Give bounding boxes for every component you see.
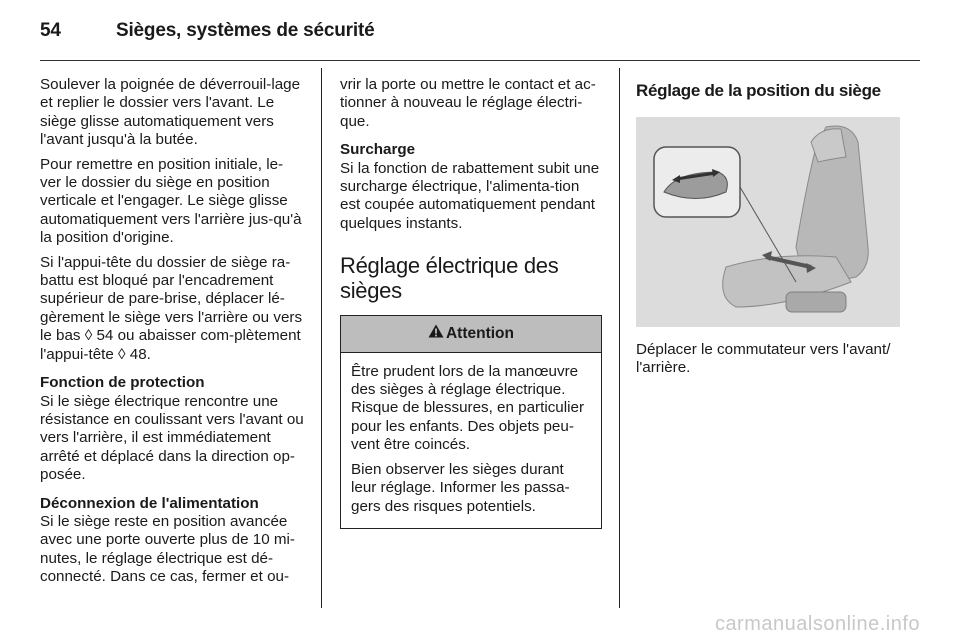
paragraph: Si le siège reste en position avancée avec une porte ouverte plus de 10 mi-nutes, le réglage électrique est dé-connecté. Dans ce cas, fermer et ou- (40, 512, 295, 586)
paragraph: Si l'appui-tête du dossier de siège ra-battu est bloqué par l'encadrement supérieur de pare-brise, déplacer lé-gèrement le siège vers l'arrière ou vers le bas ◊ 54 ou abaisser com-plètement l'appui-tête ◊ 48. (40, 253, 303, 363)
section-deconnexion (40, 495, 304, 587)
paragraph: Être prudent lors de la manœuvre des sièges à réglage électrique. Risque de blessures, en particulier pour les enfants. Des objets peu-vent être coincés. (351, 362, 584, 454)
attention-header (341, 316, 601, 352)
attention-body (341, 353, 601, 528)
seat-adjustment-illustration (636, 117, 900, 327)
section-title-seat-position: Réglage de la position du siège (636, 81, 881, 100)
column-3 (636, 76, 900, 384)
page-header (40, 20, 374, 42)
section-protection (40, 374, 304, 484)
section-heading: Fonction de protection (40, 374, 205, 392)
attention-title: Attention (445, 325, 514, 343)
watermark: carmanualsonline.info (714, 613, 920, 635)
attention-box (340, 315, 602, 529)
warning-icon (428, 324, 444, 343)
paragraph: Bien observer les sièges durant leur réglage. Informer les passa-gers des risques potentiels. (351, 460, 570, 515)
header-rule (40, 60, 920, 61)
figure-caption: Déplacer le commutateur vers l'avant/ l'arrière. (636, 341, 891, 377)
paragraph: Si le siège électrique rencontre une résistance en coulissant vers l'avant ou vers l'arrière, il est immédiatement arrêté et déplacé dans la direction op-posée. (40, 392, 304, 484)
column-1 (40, 76, 304, 593)
column-2 (340, 76, 602, 529)
paragraph: Si la fonction de rabattement subit une surcharge électrique, l'alimenta-tion est coupée automatiquement pendant quelques instants. (340, 159, 600, 232)
paragraph: Soulever la poignée de déverrouil-lage et replier le dossier vers l'avant. Le siège glisse automatiquement vers l'avant jusqu'à la butée. (40, 76, 301, 149)
section-heading: Surcharge (340, 141, 416, 159)
section-surcharge (340, 141, 602, 233)
chapter-title: Sièges, systèmes de sécurité (116, 20, 375, 41)
column-divider-1 (321, 68, 322, 608)
column-divider-2 (619, 68, 620, 608)
page-number: 54 (40, 20, 61, 41)
section-title-electric: Réglage électrique des sièges (340, 253, 559, 304)
section-heading: Déconnexion de l'alimentation (40, 494, 259, 512)
paragraph: Pour remettre en position initiale, le-ver le dossier du siège en position verticale et l'engager. Le siège glisse automatiquement vers l'arrière jus-qu'à la position d'origine. (40, 155, 302, 247)
paragraph: vrir la porte ou mettre le contact et ac-tionner à nouveau le réglage électri-que. (340, 76, 596, 130)
